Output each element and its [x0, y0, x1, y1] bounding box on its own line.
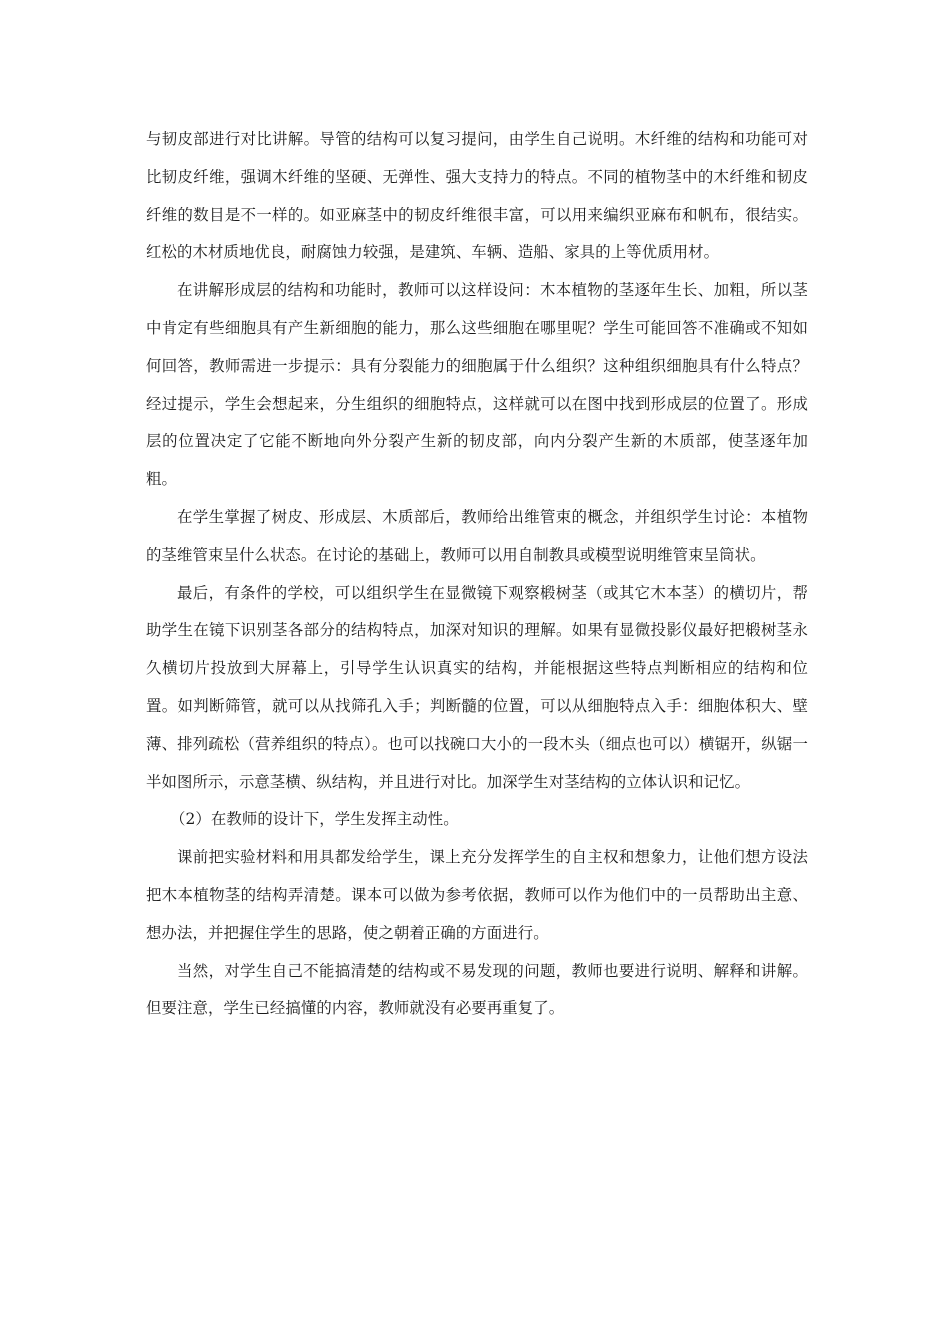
section-heading-student-initiative: （2）在教师的设计下，学生发挥主动性。 — [170, 810, 459, 829]
paragraph-teacher-explanation: 当然，对学生自己不能搞清楚的结构或不易发现的问题，教师也要进行说明、解释和讲解。但要注意，学生已经搞懂的内容，教师就没有必要再重复了。 — [146, 961, 808, 1018]
paragraph-pre-class-materials: 课前把实验材料和用具都发给学生，课上充分发挥学生的自主权和想象力，让他们想方设法把木本植物茎的结构弄清楚。课本可以做为参考依据，教师可以作为他们中的一员帮助出主意、想办法，并把握住学生的思路，使之朝着正确的方面进行。 — [146, 848, 808, 942]
paragraph-phloem-xylem-comparison: 与韧皮部进行对比讲解。导管的结构可以复习提问，由学生自己说明。木纤维的结构和功能可对比韧皮纤维，强调木纤维的坚硬、无弹性、强大支持力的特点。不同的植物茎中的木纤维和韧皮纤维的数目是不一样的。如亚麻茎中的韧皮纤维很丰富，可以用来编织亚麻布和帆布，很结实。红松的木材质地优良，耐腐蚀力较强，是建筑、车辆、造船、家具的上等优质用材。 — [146, 130, 808, 262]
paragraph-vascular-bundle: 在学生掌握了树皮、形成层、木质部后，教师给出维管束的概念，并组织学生讨论：本植物的茎维管束呈什么状态。在讨论的基础上，教师可以用自制教具或模型说明维管束呈筒状。 — [146, 507, 808, 564]
paragraph-cambium-teaching: 在讲解形成层的结构和功能时，教师可以这样设问：木本植物的茎逐年生长、加粗，所以茎中肯定有些细胞具有产生新细胞的能力，那么这些细胞在哪里呢？学生可能回答不准确或不知如何回答，教师需进一步提示：具有分裂能力的细胞属于什么组织？这种组织细胞具有什么特点？经过提示，学生会想起来，分生组织的细胞特点，这样就可以在图中找到形成层的位置了。形成层的位置决定了它能不断地向外分裂产生新的韧皮部，向内分裂产生新的木质部，使茎逐年加粗。 — [146, 281, 808, 489]
paragraph-microscope-observation: 最后，有条件的学校，可以组织学生在显微镜下观察椴树茎（或其它木本茎）的横切片，帮助学生在镜下识别茎各部分的结构特点，加深对知识的理解。如果有显微投影仪最好把椴树茎永久横切片投放到大屏幕上，引导学生认识真实的结构，并能根据这些特点判断相应的结构和位置。如判断筛管，就可以从找筛孔入手；判断髓的位置，可以从细胞特点入手：细胞体积大、壁薄、排列疏松（营养组织的特点）。也可以找碗口大小的一段木头（细点也可以）横锯开，纵锯一半如图所示，示意茎横、纵结构，并且进行对比。加深学生对茎结构的立体认识和记忆。 — [146, 583, 808, 791]
document-body — [146, 121, 808, 1028]
